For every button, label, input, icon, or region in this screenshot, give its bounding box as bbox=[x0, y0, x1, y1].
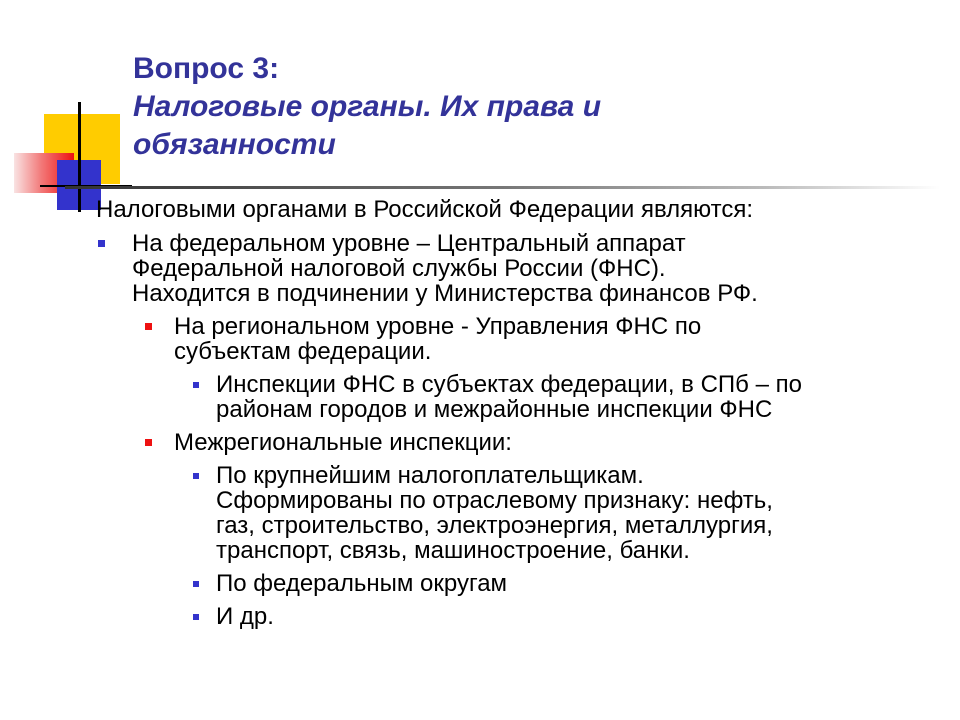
slide-title bbox=[133, 50, 893, 164]
list-item-line: Межрегиональные инспекции: bbox=[174, 429, 512, 456]
blue-square-bullet-icon bbox=[193, 581, 199, 587]
blue-square-bullet-icon bbox=[193, 614, 199, 620]
list-item-line: И др. bbox=[216, 603, 274, 630]
title-line-2: Налоговые органы. Их права и bbox=[133, 90, 602, 123]
list-item bbox=[96, 571, 916, 596]
list-item-line: Сформированы по отраслевому признаку: нефть, bbox=[216, 487, 773, 514]
title-line-1: Вопрос 3: bbox=[133, 52, 280, 85]
red-square-bullet-icon bbox=[145, 323, 152, 330]
list-item bbox=[96, 430, 916, 455]
list-item-line: На региональном уровне - Управления ФНС по bbox=[174, 313, 702, 340]
list-item-line: Находится в подчинении у Министерства финансов РФ. bbox=[132, 280, 758, 307]
list-item-line: Федеральной налоговой службы России (ФНС). bbox=[132, 255, 666, 282]
list-item-line: субъектам федерации. bbox=[174, 338, 432, 365]
list-item-line: По крупнейшим налогоплательщикам. bbox=[216, 462, 644, 489]
list-item bbox=[96, 231, 916, 306]
list-item-line: транспорт, связь, машиностроение, банки. bbox=[216, 537, 690, 564]
list-item-line: По федеральным округам bbox=[216, 570, 508, 597]
title-underline-rule bbox=[65, 186, 940, 189]
red-square-bullet-icon bbox=[145, 439, 152, 446]
blue-square-bullet-icon bbox=[98, 240, 105, 247]
bullet-list bbox=[96, 231, 916, 629]
blue-square-bullet-icon bbox=[193, 382, 199, 388]
decor-vertical-line bbox=[78, 102, 81, 212]
intro-text: Налоговыми органами в Российской Федерации являются: bbox=[96, 196, 754, 223]
list-item-line: На федеральном уровне – Центральный аппарат bbox=[132, 230, 686, 257]
slide-body bbox=[96, 197, 916, 637]
list-item-line: районам городов и межрайонные инспекции ФНС bbox=[216, 396, 773, 423]
list-item-line: газ, строительство, электроэнергия, металлургия, bbox=[216, 512, 773, 539]
title-line-3: обязанности bbox=[133, 128, 336, 161]
blue-square-bullet-icon bbox=[193, 473, 199, 479]
list-item bbox=[96, 372, 916, 422]
list-item bbox=[96, 604, 916, 629]
list-item-line: Инспекции ФНС в субъектах федерации, в СПб – по bbox=[216, 371, 802, 398]
list-item bbox=[96, 314, 916, 364]
list-item bbox=[96, 463, 916, 563]
